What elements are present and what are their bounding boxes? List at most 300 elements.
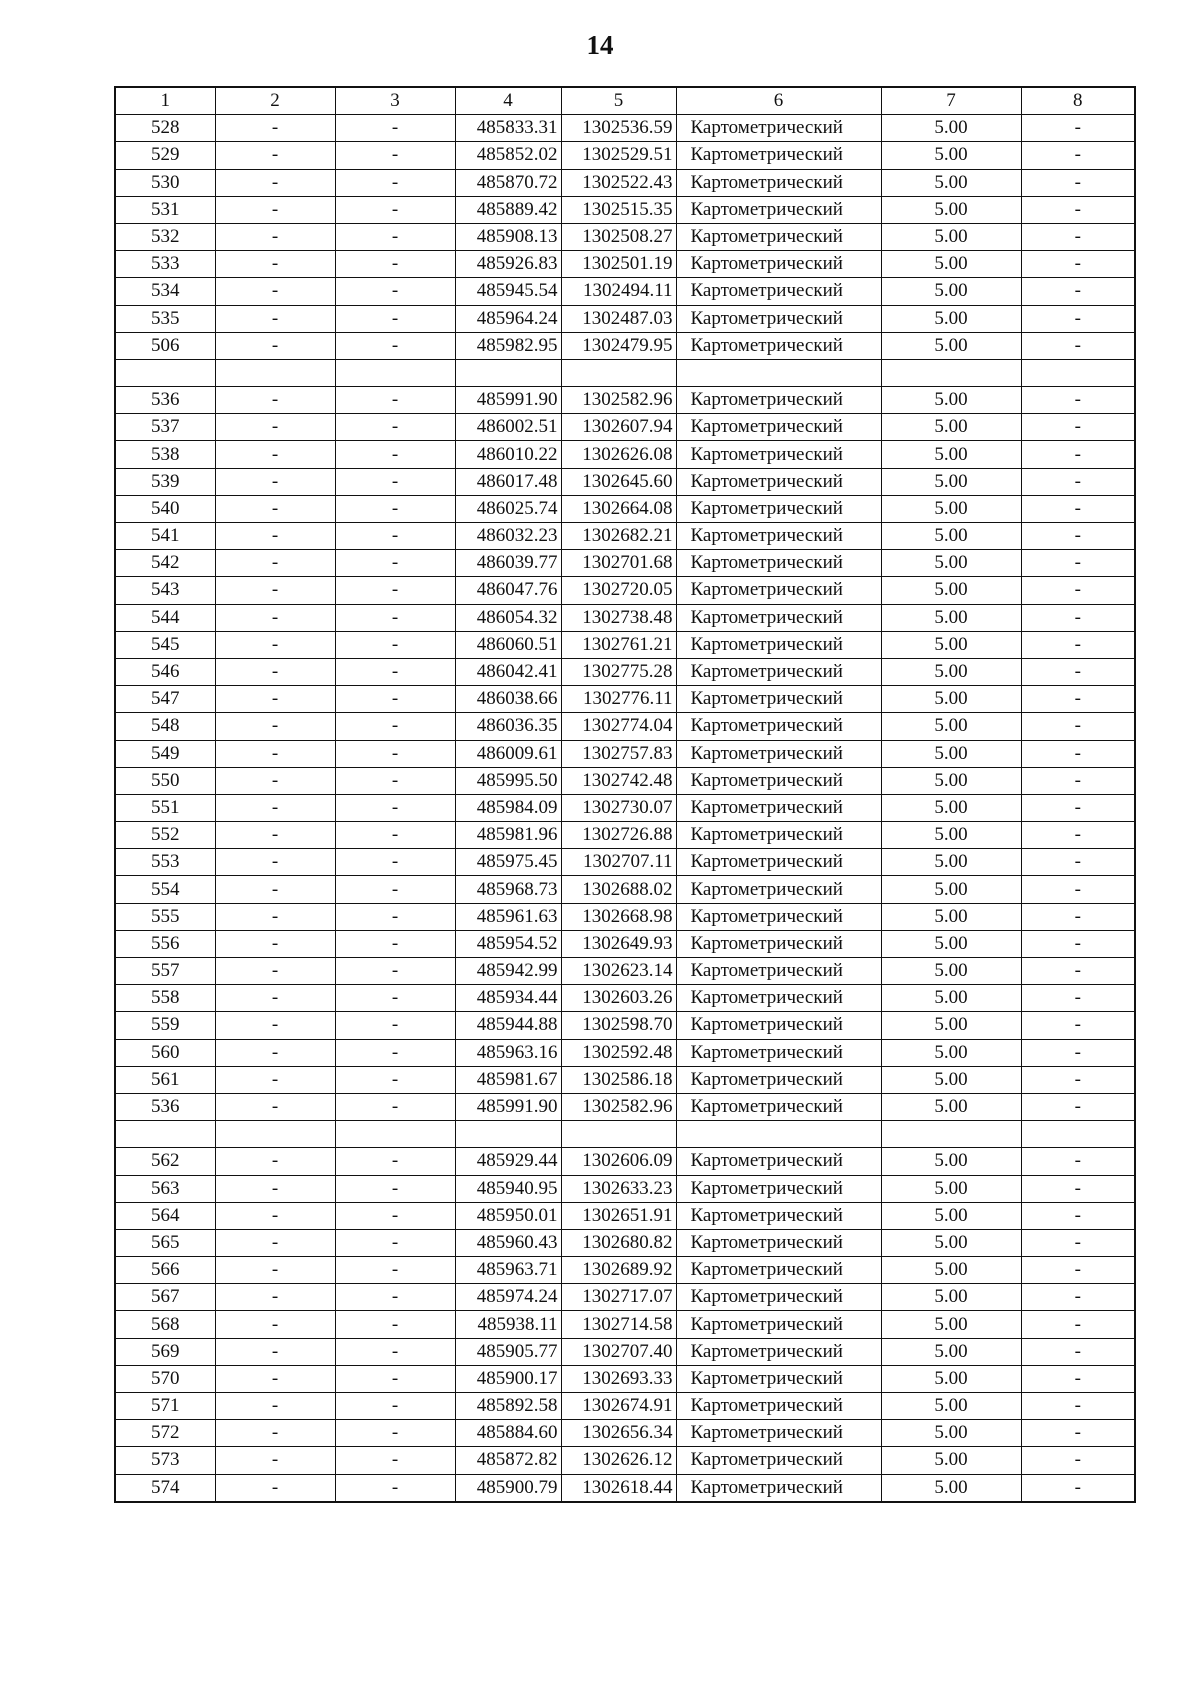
col3-cell: -	[335, 958, 455, 985]
col2-cell: -	[215, 1338, 335, 1365]
table-body	[115, 115, 1135, 1502]
col8-cell: -	[1021, 958, 1135, 985]
table-row	[115, 495, 1135, 522]
col3-cell: -	[335, 686, 455, 713]
table-row	[115, 1229, 1135, 1256]
col3-cell: -	[335, 604, 455, 631]
col3-cell: -	[335, 1066, 455, 1093]
col8-cell: -	[1021, 414, 1135, 441]
method-cell: Картометрический	[676, 1148, 881, 1175]
table-row	[115, 1148, 1135, 1175]
method-cell: Картометрический	[676, 523, 881, 550]
y-coordinate-cell: 1302633.23	[561, 1175, 676, 1202]
x-coordinate-cell: 485950.01	[455, 1202, 561, 1229]
x-coordinate-cell: 485984.09	[455, 794, 561, 821]
coordinates-table	[114, 86, 1136, 1503]
col8-cell: -	[1021, 196, 1135, 223]
col3-cell: -	[335, 903, 455, 930]
y-coordinate-cell: 1302680.82	[561, 1229, 676, 1256]
x-coordinate-cell: 485995.50	[455, 767, 561, 794]
col8-cell: -	[1021, 822, 1135, 849]
col3-cell: -	[335, 876, 455, 903]
method-cell: Картометрический	[676, 577, 881, 604]
accuracy-cell: 5.00	[881, 441, 1021, 468]
table-row	[115, 441, 1135, 468]
accuracy-cell: 5.00	[881, 631, 1021, 658]
method-cell: Картометрический	[676, 387, 881, 414]
y-coordinate-cell: 1302776.11	[561, 686, 676, 713]
col8-cell: -	[1021, 631, 1135, 658]
page-number: 14	[586, 30, 614, 60]
x-coordinate-cell: 486036.35	[455, 713, 561, 740]
point-number-cell: 540	[115, 495, 215, 522]
col2-cell: -	[215, 1012, 335, 1039]
table-row	[115, 1420, 1135, 1447]
accuracy-cell: 5.00	[881, 876, 1021, 903]
point-number-cell: 564	[115, 1202, 215, 1229]
y-coordinate-cell: 1302501.19	[561, 251, 676, 278]
accuracy-cell: 5.00	[881, 713, 1021, 740]
table-row	[115, 1447, 1135, 1474]
x-coordinate-cell: 485934.44	[455, 985, 561, 1012]
table-row	[115, 550, 1135, 577]
table-row	[115, 876, 1135, 903]
y-coordinate-cell: 1302582.96	[561, 387, 676, 414]
point-number-cell: 551	[115, 794, 215, 821]
col3-cell: -	[335, 169, 455, 196]
col3-cell: -	[335, 1012, 455, 1039]
table-row	[115, 1365, 1135, 1392]
col3-cell: -	[335, 1257, 455, 1284]
y-coordinate-cell: 1302645.60	[561, 468, 676, 495]
col8-cell: -	[1021, 1393, 1135, 1420]
col8-cell: -	[1021, 495, 1135, 522]
method-cell: Картометрический	[676, 1284, 881, 1311]
x-coordinate-cell: 486042.41	[455, 658, 561, 685]
accuracy-cell: 5.00	[881, 1284, 1021, 1311]
method-cell: Картометрический	[676, 1039, 881, 1066]
col3-cell: -	[335, 332, 455, 359]
col8-cell: -	[1021, 332, 1135, 359]
y-coordinate-cell: 1302701.68	[561, 550, 676, 577]
col2-cell: -	[215, 1093, 335, 1120]
method-cell: Картометрический	[676, 1338, 881, 1365]
col8-cell: -	[1021, 1284, 1135, 1311]
x-coordinate-cell: 485884.60	[455, 1420, 561, 1447]
accuracy-cell: 5.00	[881, 604, 1021, 631]
col2-cell: -	[215, 251, 335, 278]
accuracy-cell: 5.00	[881, 985, 1021, 1012]
col2-cell: -	[215, 1393, 335, 1420]
accuracy-cell: 5.00	[881, 1338, 1021, 1365]
y-coordinate-cell: 1302592.48	[561, 1039, 676, 1066]
col2-cell: -	[215, 985, 335, 1012]
accuracy-cell: 5.00	[881, 1447, 1021, 1474]
method-cell: Картометрический	[676, 332, 881, 359]
y-coordinate-cell: 1302649.93	[561, 930, 676, 957]
x-coordinate-cell	[455, 1121, 561, 1148]
table-row	[115, 523, 1135, 550]
point-number-cell: 531	[115, 196, 215, 223]
accuracy-cell: 5.00	[881, 387, 1021, 414]
col8-cell: -	[1021, 1148, 1135, 1175]
table-row	[115, 658, 1135, 685]
col8-cell: -	[1021, 523, 1135, 550]
col2-cell: -	[215, 115, 335, 142]
col3-cell: -	[335, 713, 455, 740]
method-cell: Картометрический	[676, 740, 881, 767]
col3-cell: -	[335, 577, 455, 604]
point-number-cell: 544	[115, 604, 215, 631]
column-header: 2	[215, 87, 335, 115]
col3-cell: -	[335, 142, 455, 169]
col2-cell: -	[215, 713, 335, 740]
col8-cell: -	[1021, 550, 1135, 577]
accuracy-cell: 5.00	[881, 1148, 1021, 1175]
col8-cell: -	[1021, 387, 1135, 414]
col8-cell: -	[1021, 1039, 1135, 1066]
y-coordinate-cell: 1302586.18	[561, 1066, 676, 1093]
method-cell: Картометрический	[676, 958, 881, 985]
col3-cell: -	[335, 1284, 455, 1311]
col2-cell: -	[215, 495, 335, 522]
col8-cell: -	[1021, 767, 1135, 794]
accuracy-cell: 5.00	[881, 658, 1021, 685]
point-number-cell: 570	[115, 1365, 215, 1392]
col3-cell: -	[335, 930, 455, 957]
method-cell: Картометрический	[676, 251, 881, 278]
column-header: 8	[1021, 87, 1135, 115]
y-coordinate-cell	[561, 359, 676, 386]
x-coordinate-cell: 485945.54	[455, 278, 561, 305]
y-coordinate-cell: 1302757.83	[561, 740, 676, 767]
accuracy-cell: 5.00	[881, 794, 1021, 821]
col3-cell: -	[335, 1093, 455, 1120]
method-cell: Картометрический	[676, 631, 881, 658]
table-row	[115, 223, 1135, 250]
accuracy-cell: 5.00	[881, 495, 1021, 522]
x-coordinate-cell: 485905.77	[455, 1338, 561, 1365]
col8-cell: -	[1021, 1447, 1135, 1474]
col2-cell: -	[215, 1257, 335, 1284]
col3-cell: -	[335, 251, 455, 278]
accuracy-cell: 5.00	[881, 1229, 1021, 1256]
accuracy-cell: 5.00	[881, 1257, 1021, 1284]
accuracy-cell: 5.00	[881, 1093, 1021, 1120]
y-coordinate-cell: 1302603.26	[561, 985, 676, 1012]
accuracy-cell: 5.00	[881, 414, 1021, 441]
method-cell: Картометрический	[676, 115, 881, 142]
table-row	[115, 387, 1135, 414]
col8-cell: -	[1021, 903, 1135, 930]
col2-cell: -	[215, 1365, 335, 1392]
col8-cell: -	[1021, 1420, 1135, 1447]
x-coordinate-cell: 485974.24	[455, 1284, 561, 1311]
col3-cell: -	[335, 1420, 455, 1447]
table-row	[115, 1175, 1135, 1202]
col8-cell: -	[1021, 740, 1135, 767]
col3-cell: -	[335, 305, 455, 332]
x-coordinate-cell: 485954.52	[455, 930, 561, 957]
col2-cell: -	[215, 305, 335, 332]
col2-cell: -	[215, 930, 335, 957]
table-row	[115, 1202, 1135, 1229]
col3-cell: -	[335, 278, 455, 305]
y-coordinate-cell: 1302607.94	[561, 414, 676, 441]
table-row	[115, 604, 1135, 631]
point-number-cell: 563	[115, 1175, 215, 1202]
col3-cell: -	[335, 822, 455, 849]
col2-cell: -	[215, 1284, 335, 1311]
method-cell	[676, 1121, 881, 1148]
accuracy-cell: 5.00	[881, 1175, 1021, 1202]
point-number-cell: 533	[115, 251, 215, 278]
col8-cell	[1021, 359, 1135, 386]
method-cell: Картометрический	[676, 767, 881, 794]
accuracy-cell: 5.00	[881, 251, 1021, 278]
y-coordinate-cell: 1302688.02	[561, 876, 676, 903]
method-cell: Картометрический	[676, 305, 881, 332]
table-row	[115, 794, 1135, 821]
y-coordinate-cell: 1302707.11	[561, 849, 676, 876]
col3-cell: -	[335, 196, 455, 223]
accuracy-cell: 5.00	[881, 1202, 1021, 1229]
accuracy-cell: 5.00	[881, 1012, 1021, 1039]
method-cell: Картометрический	[676, 142, 881, 169]
col3-cell: -	[335, 468, 455, 495]
point-number-cell: 556	[115, 930, 215, 957]
point-number-cell: 535	[115, 305, 215, 332]
col3-cell: -	[335, 1393, 455, 1420]
col2-cell: -	[215, 876, 335, 903]
x-coordinate-cell: 485963.16	[455, 1039, 561, 1066]
table-row	[115, 740, 1135, 767]
col3-cell: -	[335, 1338, 455, 1365]
y-coordinate-cell: 1302522.43	[561, 169, 676, 196]
table-row	[115, 1093, 1135, 1120]
x-coordinate-cell: 485872.82	[455, 1447, 561, 1474]
x-coordinate-cell: 485926.83	[455, 251, 561, 278]
col3-cell: -	[335, 1447, 455, 1474]
point-number-cell: 562	[115, 1148, 215, 1175]
column-header: 3	[335, 87, 455, 115]
col8-cell: -	[1021, 169, 1135, 196]
table-row	[115, 196, 1135, 223]
accuracy-cell: 5.00	[881, 169, 1021, 196]
y-coordinate-cell: 1302668.98	[561, 903, 676, 930]
point-number-cell: 529	[115, 142, 215, 169]
method-cell: Картометрический	[676, 794, 881, 821]
accuracy-cell: 5.00	[881, 1039, 1021, 1066]
x-coordinate-cell: 486025.74	[455, 495, 561, 522]
point-number-cell: 542	[115, 550, 215, 577]
y-coordinate-cell: 1302742.48	[561, 767, 676, 794]
point-number-cell: 547	[115, 686, 215, 713]
point-number-cell: 557	[115, 958, 215, 985]
column-header: 5	[561, 87, 676, 115]
col3-cell: -	[335, 849, 455, 876]
accuracy-cell: 5.00	[881, 1420, 1021, 1447]
x-coordinate-cell: 485833.31	[455, 115, 561, 142]
col2-cell: -	[215, 822, 335, 849]
col3-cell: -	[335, 1039, 455, 1066]
x-coordinate-cell: 485900.79	[455, 1474, 561, 1502]
x-coordinate-cell: 485892.58	[455, 1393, 561, 1420]
col8-cell: -	[1021, 1365, 1135, 1392]
accuracy-cell	[881, 1121, 1021, 1148]
table-row	[115, 985, 1135, 1012]
accuracy-cell: 5.00	[881, 468, 1021, 495]
col8-cell: -	[1021, 1229, 1135, 1256]
x-coordinate-cell	[455, 359, 561, 386]
table-row	[115, 305, 1135, 332]
method-cell: Картометрический	[676, 414, 881, 441]
method-cell: Картометрический	[676, 1365, 881, 1392]
col2-cell: -	[215, 1420, 335, 1447]
method-cell: Картометрический	[676, 903, 881, 930]
method-cell: Картометрический	[676, 849, 881, 876]
y-coordinate-cell: 1302487.03	[561, 305, 676, 332]
col8-cell: -	[1021, 1202, 1135, 1229]
table-row	[115, 359, 1135, 386]
point-number-cell: 550	[115, 767, 215, 794]
y-coordinate-cell: 1302693.33	[561, 1365, 676, 1392]
table-row	[115, 1121, 1135, 1148]
y-coordinate-cell: 1302717.07	[561, 1284, 676, 1311]
col2-cell: -	[215, 1447, 335, 1474]
method-cell: Картометрический	[676, 1012, 881, 1039]
y-coordinate-cell: 1302730.07	[561, 794, 676, 821]
col2-cell: -	[215, 767, 335, 794]
y-coordinate-cell: 1302515.35	[561, 196, 676, 223]
point-number-cell: 569	[115, 1338, 215, 1365]
x-coordinate-cell: 485900.17	[455, 1365, 561, 1392]
y-coordinate-cell: 1302707.40	[561, 1338, 676, 1365]
y-coordinate-cell: 1302508.27	[561, 223, 676, 250]
accuracy-cell: 5.00	[881, 767, 1021, 794]
method-cell: Картометрический	[676, 1420, 881, 1447]
col2-cell: -	[215, 550, 335, 577]
point-number-cell: 559	[115, 1012, 215, 1039]
y-coordinate-cell: 1302479.95	[561, 332, 676, 359]
accuracy-cell: 5.00	[881, 958, 1021, 985]
table-row	[115, 713, 1135, 740]
table-row	[115, 1393, 1135, 1420]
col3-cell: -	[335, 1148, 455, 1175]
x-coordinate-cell: 485975.45	[455, 849, 561, 876]
point-number-cell: 552	[115, 822, 215, 849]
col3-cell: -	[335, 1474, 455, 1502]
table-row	[115, 115, 1135, 142]
col2-cell: -	[215, 1311, 335, 1338]
x-coordinate-cell: 485961.63	[455, 903, 561, 930]
col3-cell: -	[335, 658, 455, 685]
col8-cell: -	[1021, 441, 1135, 468]
accuracy-cell: 5.00	[881, 1311, 1021, 1338]
column-header: 7	[881, 87, 1021, 115]
point-number-cell: 536	[115, 1093, 215, 1120]
table-row	[115, 1311, 1135, 1338]
method-cell: Картометрический	[676, 495, 881, 522]
y-coordinate-cell: 1302598.70	[561, 1012, 676, 1039]
table-row	[115, 142, 1135, 169]
col2-cell: -	[215, 658, 335, 685]
accuracy-cell: 5.00	[881, 740, 1021, 767]
y-coordinate-cell: 1302664.08	[561, 495, 676, 522]
col3-cell: -	[335, 794, 455, 821]
accuracy-cell: 5.00	[881, 1474, 1021, 1502]
y-coordinate-cell: 1302726.88	[561, 822, 676, 849]
x-coordinate-cell: 486060.51	[455, 631, 561, 658]
col3-cell: -	[335, 495, 455, 522]
method-cell: Картометрический	[676, 169, 881, 196]
table-row	[115, 1474, 1135, 1502]
y-coordinate-cell	[561, 1121, 676, 1148]
accuracy-cell: 5.00	[881, 223, 1021, 250]
col2-cell: -	[215, 523, 335, 550]
x-coordinate-cell: 485852.02	[455, 142, 561, 169]
col2-cell: -	[215, 1148, 335, 1175]
point-number-cell: 566	[115, 1257, 215, 1284]
method-cell: Картометрический	[676, 686, 881, 713]
accuracy-cell: 5.00	[881, 332, 1021, 359]
table-row	[115, 767, 1135, 794]
col2-cell	[215, 1121, 335, 1148]
x-coordinate-cell: 486032.23	[455, 523, 561, 550]
method-cell: Картометрический	[676, 604, 881, 631]
col3-cell: -	[335, 1311, 455, 1338]
accuracy-cell: 5.00	[881, 196, 1021, 223]
col3-cell: -	[335, 223, 455, 250]
y-coordinate-cell: 1302738.48	[561, 604, 676, 631]
point-number-cell: 571	[115, 1393, 215, 1420]
col8-cell: -	[1021, 1175, 1135, 1202]
method-cell: Картометрический	[676, 441, 881, 468]
method-cell: Картометрический	[676, 196, 881, 223]
accuracy-cell: 5.00	[881, 686, 1021, 713]
method-cell	[676, 359, 881, 386]
accuracy-cell: 5.00	[881, 1066, 1021, 1093]
col2-cell: -	[215, 414, 335, 441]
col2-cell: -	[215, 740, 335, 767]
col8-cell: -	[1021, 1338, 1135, 1365]
method-cell: Картометрический	[676, 1202, 881, 1229]
col2-cell: -	[215, 577, 335, 604]
accuracy-cell: 5.00	[881, 305, 1021, 332]
x-coordinate-cell: 485982.95	[455, 332, 561, 359]
y-coordinate-cell: 1302775.28	[561, 658, 676, 685]
table-row	[115, 958, 1135, 985]
col2-cell: -	[215, 1229, 335, 1256]
method-cell: Картометрический	[676, 1175, 881, 1202]
method-cell: Картометрический	[676, 658, 881, 685]
accuracy-cell: 5.00	[881, 930, 1021, 957]
point-number-cell: 528	[115, 115, 215, 142]
table-row	[115, 1338, 1135, 1365]
y-coordinate-cell: 1302714.58	[561, 1311, 676, 1338]
method-cell: Картометрический	[676, 985, 881, 1012]
col8-cell: -	[1021, 223, 1135, 250]
table-row	[115, 169, 1135, 196]
point-number-cell: 546	[115, 658, 215, 685]
method-cell: Картометрический	[676, 930, 881, 957]
col2-cell: -	[215, 278, 335, 305]
point-number-cell: 561	[115, 1066, 215, 1093]
col3-cell: -	[335, 414, 455, 441]
point-number-cell: 530	[115, 169, 215, 196]
x-coordinate-cell: 485908.13	[455, 223, 561, 250]
table-row	[115, 251, 1135, 278]
